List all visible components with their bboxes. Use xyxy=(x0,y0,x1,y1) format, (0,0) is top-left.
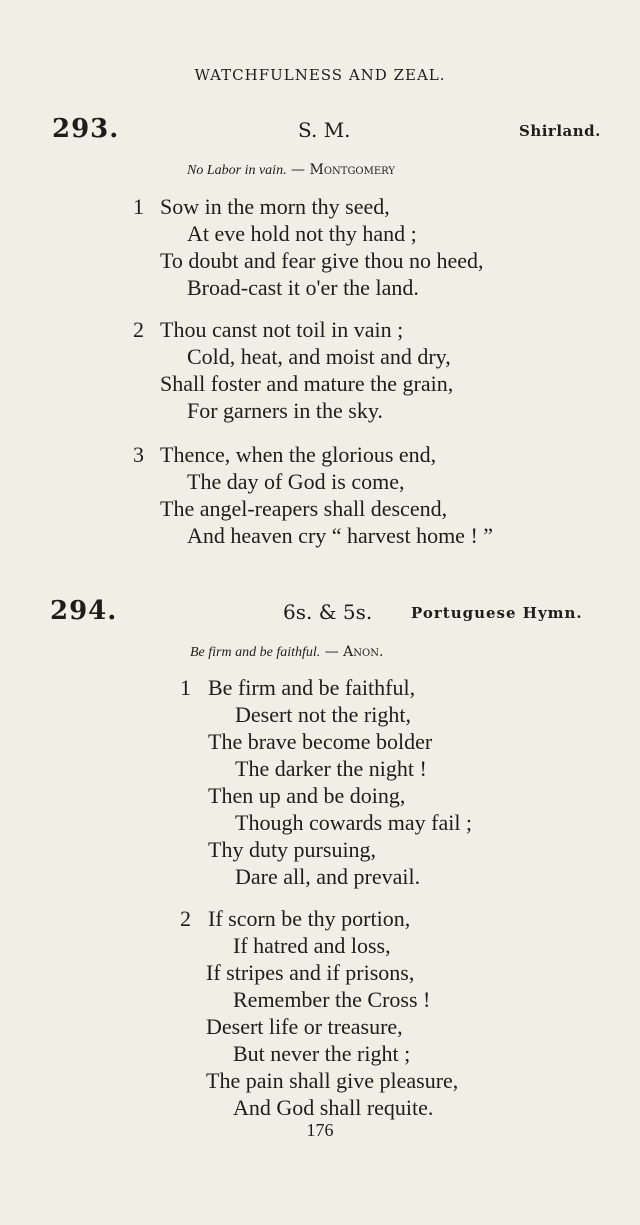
byline-dash: — xyxy=(324,644,344,660)
verse-line: Shall foster and mature the grain, xyxy=(160,371,454,396)
verse-line: Though cowards may fail ; xyxy=(235,810,473,835)
tune-name-293: Shirland. xyxy=(519,122,601,140)
tune-name-294: Portuguese Hymn. xyxy=(411,604,583,622)
verse-line: Cold, heat, and moist and dry, xyxy=(187,344,451,369)
verse-line: Dare all, and prevail. xyxy=(235,864,421,889)
verse-line: If scorn be thy portion, xyxy=(208,906,411,931)
verse-line: The pain shall give pleasure, xyxy=(206,1068,459,1093)
hymn-number-294: 294. xyxy=(50,596,118,626)
verse-line: Thence, when the glorious end, xyxy=(160,442,437,467)
verse-line: The day of God is come, xyxy=(187,469,405,494)
verse-number: 1 xyxy=(133,194,144,219)
byline-dash: — xyxy=(291,162,310,178)
verse-line: If hatred and loss, xyxy=(233,933,391,958)
author-293: Montgomery xyxy=(309,162,395,178)
verse-number: 2 xyxy=(180,906,191,931)
running-head: WATCHFULNESS AND ZEAL. xyxy=(194,66,446,84)
meter-293: S. M. xyxy=(298,118,351,142)
verse-number: 3 xyxy=(133,442,144,467)
verse-line: And heaven cry “ harvest home ! ” xyxy=(187,523,494,548)
meter-294: 6s. & 5s. xyxy=(283,600,373,624)
verse-line: Broad-cast it o'er the land. xyxy=(187,275,419,300)
verse-line: The angel-reapers shall descend, xyxy=(160,496,448,521)
verse-line: For garners in the sky. xyxy=(187,398,383,423)
verse-line: To doubt and fear give thou no heed, xyxy=(160,248,484,273)
verse-line: And God shall requite. xyxy=(233,1095,434,1120)
verse-line: Desert life or treasure, xyxy=(206,1014,403,1039)
hymn-title-293: No Labor in vain. xyxy=(187,163,287,178)
verse-line: At eve hold not thy hand ; xyxy=(187,221,417,246)
verse-line: Remember the Cross ! xyxy=(233,987,431,1012)
verse-number: 1 xyxy=(180,675,191,700)
hymn-number-293: 293. xyxy=(52,114,120,144)
author-294: Anon. xyxy=(343,644,384,660)
verse-line: Thou canst not toil in vain ; xyxy=(160,317,404,342)
verse-line: Thy duty pursuing, xyxy=(208,837,377,862)
verse-line: Then up and be doing, xyxy=(208,783,406,808)
verse-line: The darker the night ! xyxy=(235,756,427,781)
verse-line: Be firm and be faithful, xyxy=(208,675,416,700)
hymn-title-294: Be firm and be faithful. xyxy=(190,645,321,660)
verse-line: But never the right ; xyxy=(233,1041,411,1066)
verse-line: Desert not the right, xyxy=(235,702,411,727)
page-number: 176 xyxy=(306,1120,334,1140)
verse-number: 2 xyxy=(133,317,144,342)
verse-line: The brave become bolder xyxy=(208,729,433,754)
byline-293 xyxy=(187,162,395,179)
byline-294 xyxy=(190,644,383,661)
verse-line: Sow in the morn thy seed, xyxy=(160,194,390,219)
verse-line: If stripes and if prisons, xyxy=(206,960,415,985)
